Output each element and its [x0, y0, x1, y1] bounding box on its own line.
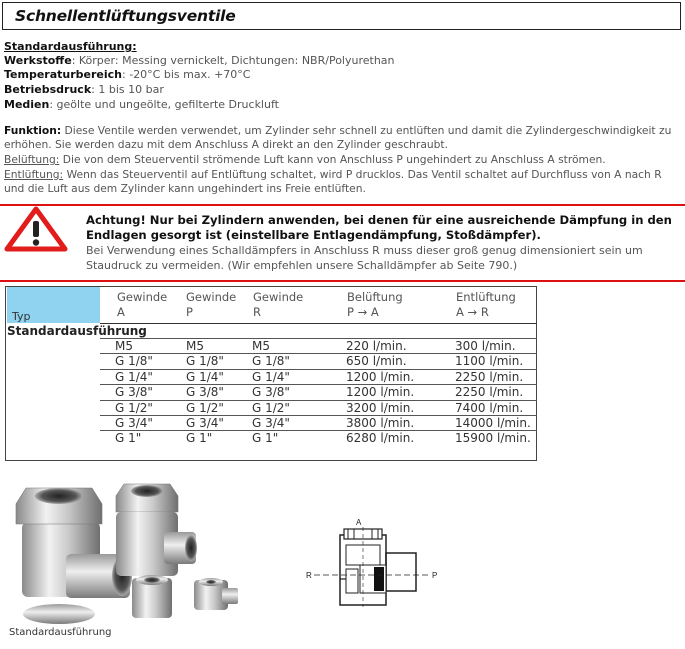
table-cell: 14000 l/min.	[455, 416, 531, 430]
table-cell: G 1/2"	[186, 400, 224, 415]
table-cell: G 1"	[186, 431, 213, 446]
table-cell: M5	[186, 339, 204, 353]
page-title: Schnellentlüftungsventile	[15, 7, 236, 25]
table-cell: G 1/2"	[252, 400, 290, 415]
column-header-belueftung	[347, 290, 403, 320]
table-header-separator	[100, 323, 537, 324]
table-cell: G 3/8"	[252, 385, 290, 400]
entlueftung-text: Wenn das Steuerventil auf Entlüftung schaltet, wird P drucklos. Das Ventil schaltet auf Durchfluss von A nach R und die Luft aus dem Zylinder kann ungehindert ins Freie entlüften.	[4, 168, 662, 196]
schema-label-a: A	[356, 518, 362, 527]
table-row	[100, 400, 537, 416]
warning-text	[86, 213, 680, 273]
spec-value: : 1 bis 10 bar	[91, 83, 164, 96]
column-header-bottom: R	[253, 305, 261, 319]
spec-heading-text: Standardausführung:	[4, 40, 137, 53]
column-header-bottom: P	[186, 305, 193, 319]
table-cell: 3200 l/min.	[346, 400, 415, 415]
table-cell: G 1/2"	[115, 400, 153, 415]
warning-triangle-icon	[4, 206, 68, 256]
table-cell: 2250 l/min.	[455, 369, 524, 384]
warning-body-text: Bei Verwendung eines Schalldämpfers in Anschluss R muss dieser groß genug dimensioniert sein um Staudruck zu vermeiden. (Wir empfehlen unsere Schalldämpfer ab Seite 790.)	[86, 244, 643, 272]
table-cell: 7400 l/min.	[455, 400, 524, 415]
column-header-gewinde-r	[253, 290, 303, 320]
column-header-top: Gewinde	[117, 290, 168, 304]
spec-label: Medien	[4, 98, 50, 111]
column-header-top: Gewinde	[186, 290, 237, 304]
spec-line-temperatur	[4, 68, 250, 83]
column-header-top: Belüftung	[347, 290, 403, 304]
belueftung-text: Die von dem Steuerventil strömende Luft kann von Anschluss P ungehindert zu Anschluss A strömen.	[59, 153, 606, 166]
spec-value: : -20°C bis max. +70°C	[122, 68, 251, 81]
table-cell: 2250 l/min.	[455, 385, 524, 400]
table-cell: 1100 l/min.	[455, 354, 524, 369]
table-cell: G 3/4"	[186, 416, 224, 430]
entlueftung-paragraph	[4, 168, 680, 197]
table-cell: G 1/4"	[186, 369, 224, 384]
table-cell: 15900 l/min.	[455, 431, 531, 446]
entlueftung-label: Entlüftung:	[4, 168, 64, 181]
spec-label: Betriebsdruck	[4, 83, 92, 96]
table-row	[100, 384, 537, 400]
warning-bold-text: Achtung! Nur bei Zylindern anwenden, bei denen für eine ausreichende Dämpfung in den Endlagen gesorgt ist (einstellbare Entlagendämpfung, Stoßdämpfer).	[86, 213, 672, 242]
funktion-label: Funktion:	[4, 124, 62, 137]
column-header-entlueftung	[456, 290, 516, 320]
schema-label-r: R	[306, 571, 312, 580]
funktion-paragraph	[4, 124, 680, 153]
table-cell: G 3/8"	[186, 385, 224, 400]
typ-label: Typ	[12, 310, 31, 323]
spec-heading	[4, 40, 137, 55]
table-cell: G 1"	[252, 431, 279, 446]
table-row	[100, 369, 537, 385]
table-cell: 1200 l/min.	[346, 369, 415, 384]
spec-label: Werkstoffe	[4, 54, 72, 67]
table-row	[100, 353, 537, 369]
spec-line-werkstoffe	[4, 54, 395, 69]
table-cell: 300 l/min.	[455, 339, 516, 353]
funktion-text: Diese Ventile werden verwendet, um Zylinder sehr schnell zu entlüften und damit die Zylindergeschwindigkeit zu erhöhen. Sie werden dazu mit dem Anschluss A direkt an den Zylinder geschraubt.	[4, 124, 672, 152]
table-cell: G 1/4"	[115, 369, 153, 384]
belueftung-paragraph	[4, 153, 680, 167]
column-header-gewinde-a	[117, 290, 167, 320]
warning-top-line	[0, 204, 685, 206]
column-header-top: Gewinde	[253, 290, 304, 304]
spec-label: Temperaturbereich	[4, 68, 123, 81]
photo-caption: Standardausführung	[9, 627, 112, 638]
title-box	[2, 2, 681, 30]
table-cell: 3800 l/min.	[346, 416, 415, 430]
table-cell: 6280 l/min.	[346, 431, 415, 446]
table-cell: G 3/4"	[252, 416, 290, 430]
table-row	[100, 338, 537, 354]
belueftung-label: Belüftung:	[4, 153, 60, 166]
warning-bottom-line	[0, 280, 685, 282]
column-header-bottom: A	[117, 305, 125, 319]
table-cell: 1200 l/min.	[346, 385, 415, 400]
table-row	[100, 415, 537, 431]
table-row	[100, 430, 537, 446]
table-cell: 220 l/min.	[346, 339, 407, 353]
column-header-gewinde-p	[186, 290, 236, 320]
spec-line-druck	[4, 83, 164, 98]
table-cell: G 3/4"	[115, 416, 153, 430]
spec-value: : Körper: Messing vernickelt, Dichtungen: NBR/Polyurethan	[71, 54, 395, 67]
table-cell: G 1"	[115, 431, 142, 446]
table-cell: G 1/8"	[252, 354, 290, 369]
table-cell: M5	[252, 339, 270, 353]
column-header-bottom: P → A	[347, 305, 379, 319]
schema-label-p: P	[432, 571, 438, 580]
table-cell: 650 l/min.	[346, 354, 407, 369]
table-cell: G 1/8"	[186, 354, 224, 369]
table-cell: G 1/4"	[252, 369, 290, 384]
spec-line-medien	[4, 98, 279, 113]
column-header-bottom: A → R	[456, 305, 489, 319]
section-label-standardausfuehrung: Standardausführung	[7, 324, 147, 338]
valve-schematic-diagram	[300, 515, 450, 614]
table-cell: G 3/8"	[115, 385, 153, 400]
product-photo	[4, 482, 254, 631]
table-cell: G 1/8"	[115, 354, 153, 369]
column-header-top: Entlüftung	[456, 290, 516, 304]
table-cell: M5	[115, 339, 133, 353]
spec-value: : geölte und ungeölte, gefilterte Druckluft	[49, 98, 279, 111]
